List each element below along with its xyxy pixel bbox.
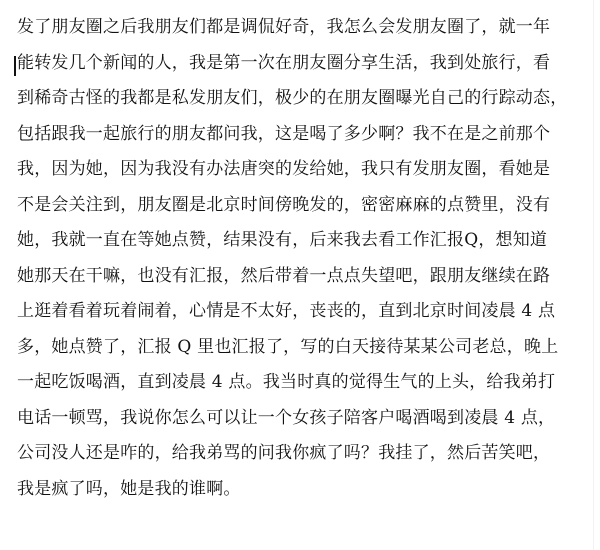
text-line[interactable]: 她那天在干嘛，也没有汇报，然后带着一点点失望吧，跟朋友继续在路 [17, 265, 551, 286]
text-line[interactable]: 上逛着看着玩着闹着，心情是不太好，丧丧的，直到北京时间凌晨 4 点 [17, 301, 556, 321]
text-line[interactable]: 一起吃饭喝酒，直到凌晨 4 点。我当时真的觉得生气的上头，给我弟打 [17, 372, 556, 392]
text-line[interactable]: 她，我就一直在等她点赞，结果没有，后来我去看工作汇报Q，想知道 [17, 230, 548, 250]
page-edge-divider [593, 0, 594, 550]
text-line[interactable]: 能转发几个新闻的人，我是第一次在朋友圈分享生活，我到处旅行，看 [17, 52, 551, 73]
document-body[interactable] [17, 10, 592, 507]
text-cursor [14, 56, 16, 76]
text-line[interactable]: 多，她点赞了，汇报 Q 里也汇报了，写的白天接待某某公司老总，晚上 [17, 336, 559, 357]
text-line[interactable]: 我是疯了吗，她是我的谁啊。 [17, 478, 241, 499]
text-line[interactable]: 发了朋友圈之后我朋友们都是调侃好奇，我怎么会发朋友圈了，就一年 [17, 17, 551, 37]
text-line[interactable]: 到稀奇古怪的我都是私发朋友们，极少的在朋友圈曝光自己的行踪动态， [17, 88, 568, 108]
text-line[interactable]: 公司没人还是咋的，给我弟骂的问我你疯了吗？我挂了，然后苦笑吧， [17, 443, 551, 463]
text-line[interactable]: 不是会关注到，朋友圈是北京时间傍晚发的，密密麻麻的点赞里，没有 [17, 194, 551, 215]
text-line[interactable]: 我，因为她，因为我没有办法唐突的发给她，我只有发朋友圈，看她是 [17, 159, 551, 179]
text-line[interactable]: 电话一顿骂，我说你怎么可以让一个女孩子陪客户喝酒喝到凌晨 4 点， [17, 407, 556, 428]
text-line[interactable]: 包括跟我一起旅行的朋友都问我，这是喝了多少啊？我不在是之前那个 [17, 123, 551, 144]
